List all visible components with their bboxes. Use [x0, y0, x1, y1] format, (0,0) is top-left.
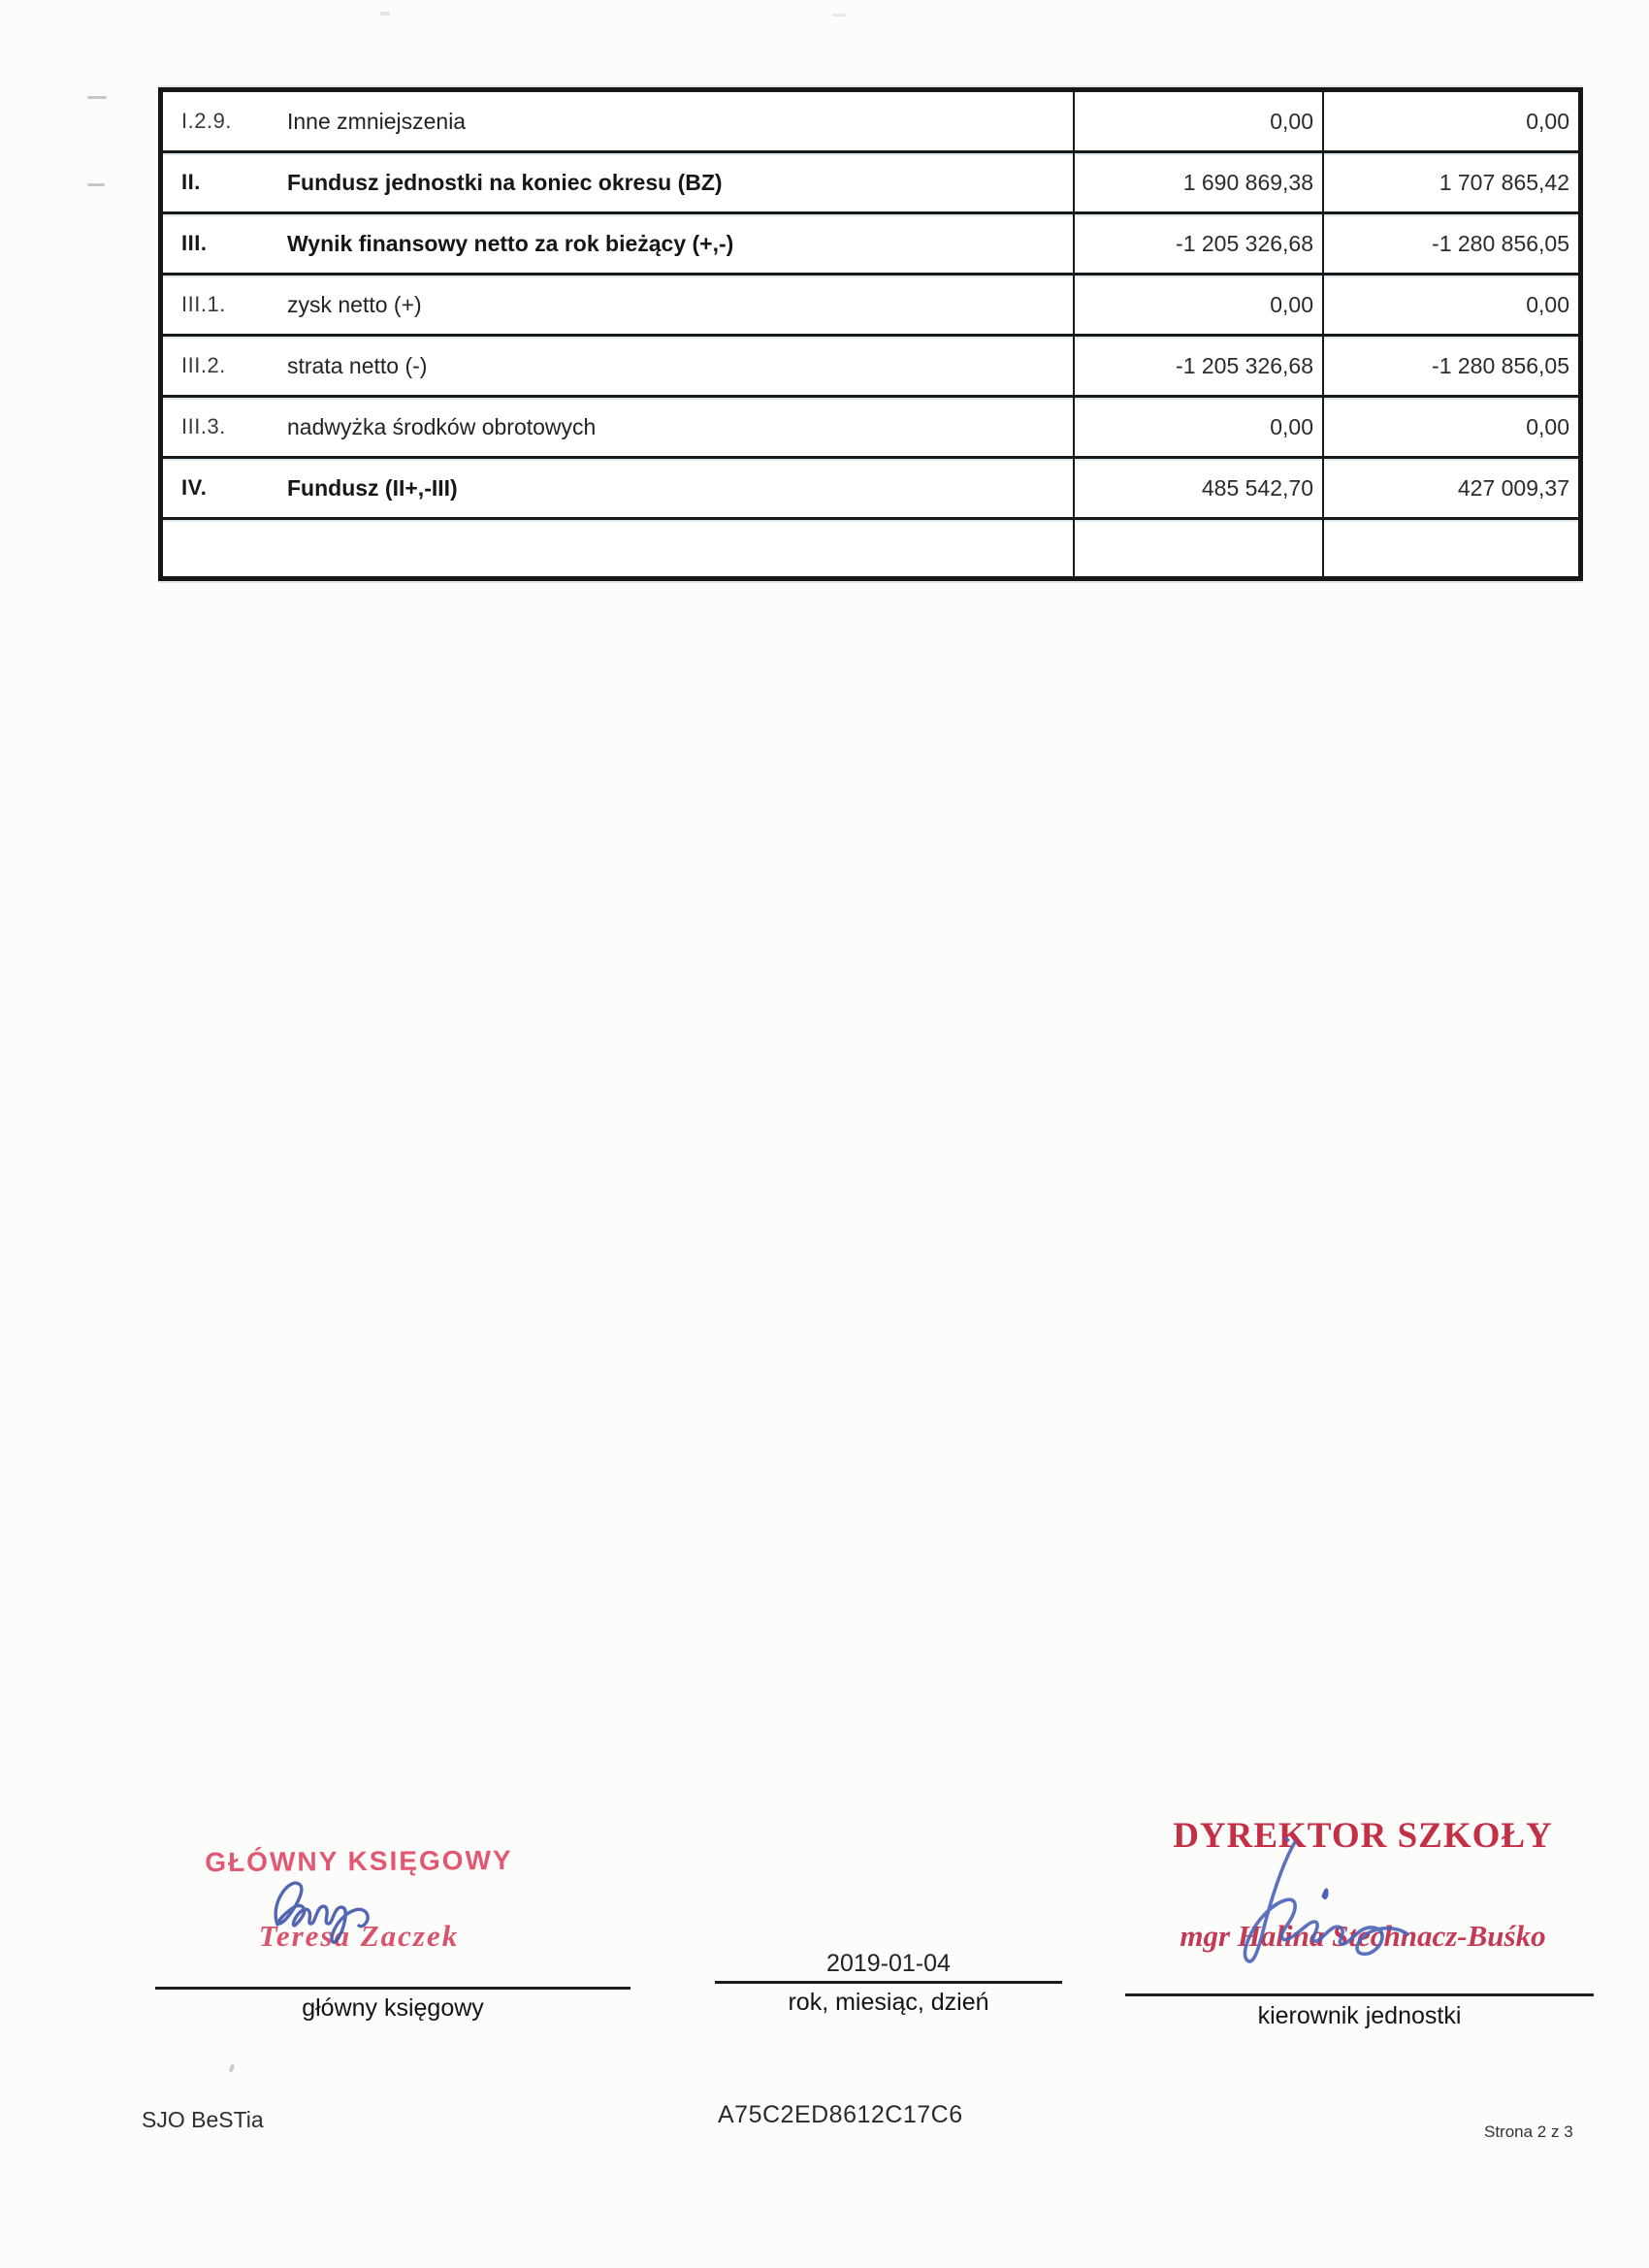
- stamp-school-director-title: DYREKTOR SZKOŁY: [1173, 1816, 1553, 1856]
- row-code: III.: [181, 231, 208, 255]
- footer-document-code: A75C2ED8612C17C6: [718, 2101, 963, 2128]
- row-value-col2: 1 707 865,42: [1322, 153, 1578, 211]
- row-code: III.1.: [181, 292, 226, 316]
- table-row: [163, 214, 1578, 275]
- row-code: I.2.9.: [181, 109, 232, 133]
- row-description: Fundusz (II+,-III): [287, 474, 458, 501]
- role-label-unit-manager: kierownik jednostki: [1257, 2002, 1462, 2029]
- row-description: [287, 520, 1073, 576]
- row-value-col2: 427 009,37: [1322, 459, 1578, 517]
- signature-line-right: [1125, 1993, 1594, 1996]
- table-row: [163, 153, 1578, 214]
- table-row: [163, 520, 1578, 576]
- signature-line-left: [155, 1987, 630, 1990]
- footer-page-indicator: Strona 2 z 3: [1484, 2122, 1573, 2141]
- row-code: II.: [181, 170, 201, 194]
- row-value-col2: 0,00: [1322, 92, 1578, 150]
- row-description: zysk netto (+): [287, 291, 422, 317]
- footer-system-name: SJO BeSTia: [142, 2107, 264, 2132]
- stamp-chief-accountant-title: GŁÓWNY KSIĘGOWY: [205, 1844, 513, 1878]
- scan-artifact-speck: [832, 14, 846, 16]
- row-value-col1: -1 205 326,68: [1073, 214, 1322, 273]
- scan-artifact-speck: [380, 12, 390, 16]
- handwritten-signature-right: [1201, 1836, 1434, 1972]
- row-code: III.3.: [181, 414, 226, 438]
- table-row: [163, 459, 1578, 520]
- row-description: strata netto (-): [287, 352, 428, 378]
- scan-artifact-dash: [87, 183, 105, 186]
- scan-artifact-dash: [87, 96, 107, 99]
- row-code: III.2.: [181, 353, 226, 377]
- row-value-col1: 485 542,70: [1073, 459, 1322, 517]
- row-value-col1: 0,00: [1073, 92, 1322, 150]
- table-row: [163, 337, 1578, 398]
- row-value-col2: 0,00: [1322, 275, 1578, 334]
- date-format-label: rok, miesiąc, dzień: [788, 1989, 989, 2016]
- scan-artifact-mark: [229, 2064, 235, 2073]
- row-value-col1: 0,00: [1073, 398, 1322, 456]
- row-value-col1: -1 205 326,68: [1073, 337, 1322, 395]
- row-value-col2: [1322, 520, 1578, 576]
- signature-line-center: [715, 1981, 1062, 1984]
- row-description: Inne zmniejszenia: [287, 108, 467, 134]
- row-description: nadwyżka środków obrotowych: [287, 413, 597, 439]
- role-label-chief-accountant: główny księgowy: [302, 1994, 484, 2022]
- row-code: IV.: [181, 475, 208, 500]
- row-description: Wynik finansowy netto za rok bieżący (+,-): [287, 230, 734, 256]
- document-date: 2019-01-04: [826, 1950, 951, 1977]
- stamp-chief-accountant-name: Teresa Zaczek: [258, 1919, 460, 1953]
- table-row: [163, 92, 1578, 153]
- row-value-col2: -1 280 856,05: [1322, 337, 1578, 395]
- stamp-school-director-name: mgr Halina Stechnacz-Buśko: [1180, 1919, 1546, 1953]
- fund-table: [158, 87, 1583, 581]
- table-row: [163, 275, 1578, 337]
- row-value-col1: [1073, 520, 1322, 576]
- row-value-col1: 0,00: [1073, 275, 1322, 334]
- row-value-col2: 0,00: [1322, 398, 1578, 456]
- row-description: Fundusz jednostki na koniec okresu (BZ): [287, 169, 723, 195]
- row-code: [163, 520, 287, 576]
- handwritten-signature-left: [264, 1870, 400, 1946]
- row-value-col1: 1 690 869,38: [1073, 153, 1322, 211]
- table-row: [163, 398, 1578, 459]
- row-value-col2: -1 280 856,05: [1322, 214, 1578, 273]
